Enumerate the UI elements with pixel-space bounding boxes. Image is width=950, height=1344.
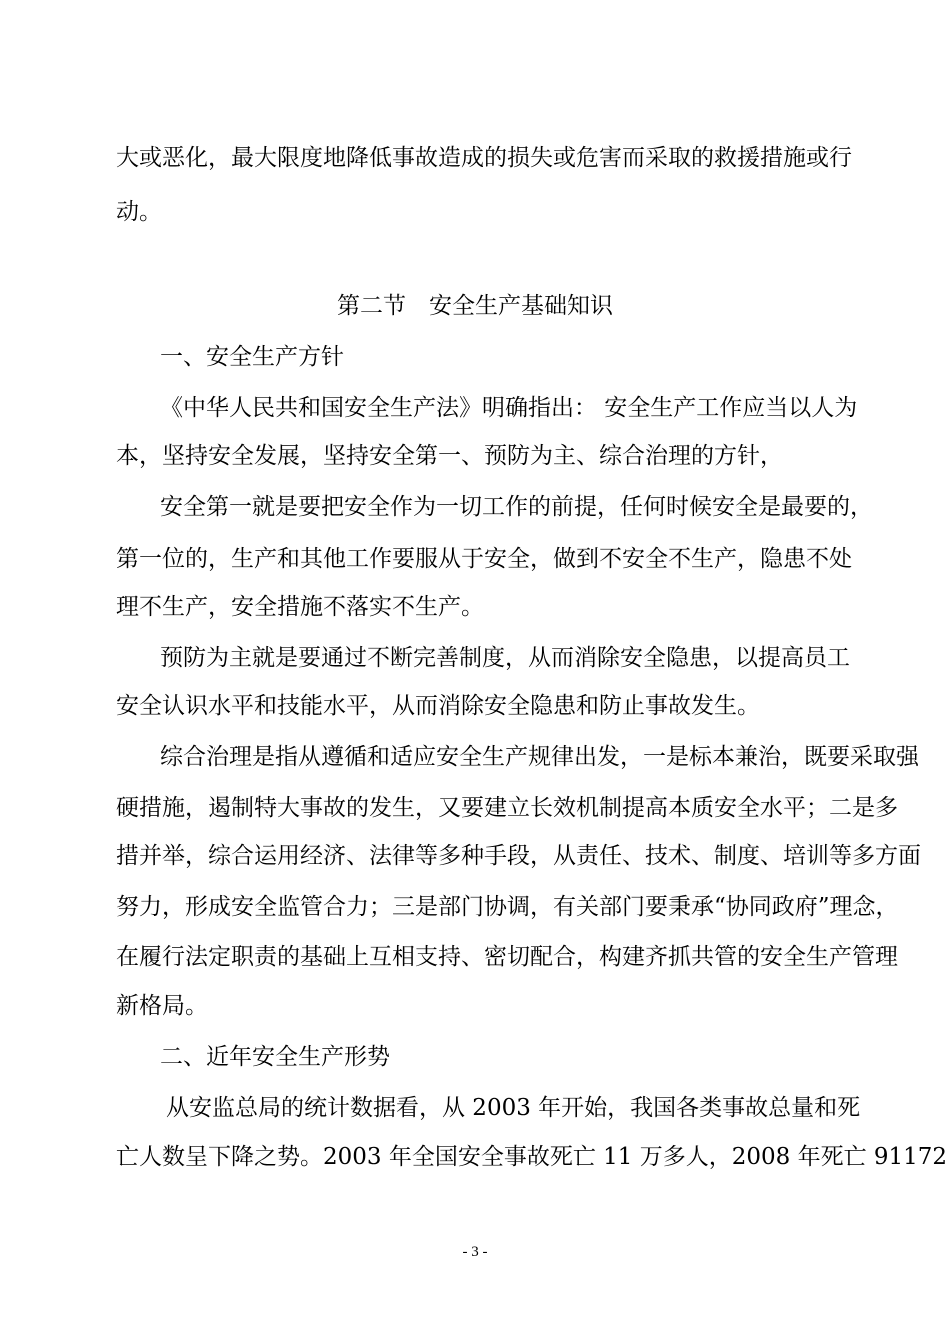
text-line: 在履行法定职责的基础上互相支持、密切配合，构建齐抓共管的安全生产管理 [116,944,898,970]
text-line: 努力，形成安全监管合力；三是部门协调，有关部门要秉承“协同政府”理念， [116,894,899,920]
text-line: 本，坚持安全发展，坚持安全第一、预防为主、综合治理的方针， [116,443,783,469]
text-line: 新格局。 [116,993,208,1019]
text-line: 动。 [116,199,162,225]
text-line: 安全认识水平和技能水平，从而消除安全隐患和防止事故发生。 [116,693,760,719]
page-number: - 3 - [462,1244,488,1260]
subheading: 一、安全生产方针 [160,344,344,370]
text-line: 硬措施，遏制特大事故的发生，又要建立长效机制提高本质安全水平；二是多 [116,795,898,821]
text-line: 措并举，综合运用经济、法律等多种手段，从责任、技术、制度、培训等多方面 [116,843,921,869]
text-line: 第一位的，生产和其他工作要服从于安全，做到不安全不生产，隐患不处 [116,546,852,572]
text-line: 亡人数呈下降之势。2003 年全国安全事故死亡 11 万多人，2008 年死亡 91172 [116,1144,948,1170]
text-line: 理不生产，安全措施不落实不生产。 [116,594,484,620]
subheading: 二、近年安全生产形势 [160,1044,390,1070]
text-line: 《中华人民共和国安全生产法》明确指出： 安全生产工作应当以人为 [160,395,858,421]
text-line: 综合治理是指从遵循和适应安全生产规律出发，一是标本兼治，既要采取强 [160,744,919,770]
text-line: 安全第一就是要把安全作为一切工作的前提，任何时候安全是最要的， [160,494,873,520]
text-line: 大或恶化，最大限度地降低事故造成的损失或危害而采取的救援措施或行 [116,145,852,171]
text-line: 从安监总局的统计数据看，从 2003 年开始，我国各类事故总量和死 [166,1095,861,1121]
section-heading: 第二节 安全生产基础知识 [337,293,613,319]
text-line: 预防为主就是要通过不断完善制度，从而消除安全隐患，以提高员工 [160,645,850,671]
